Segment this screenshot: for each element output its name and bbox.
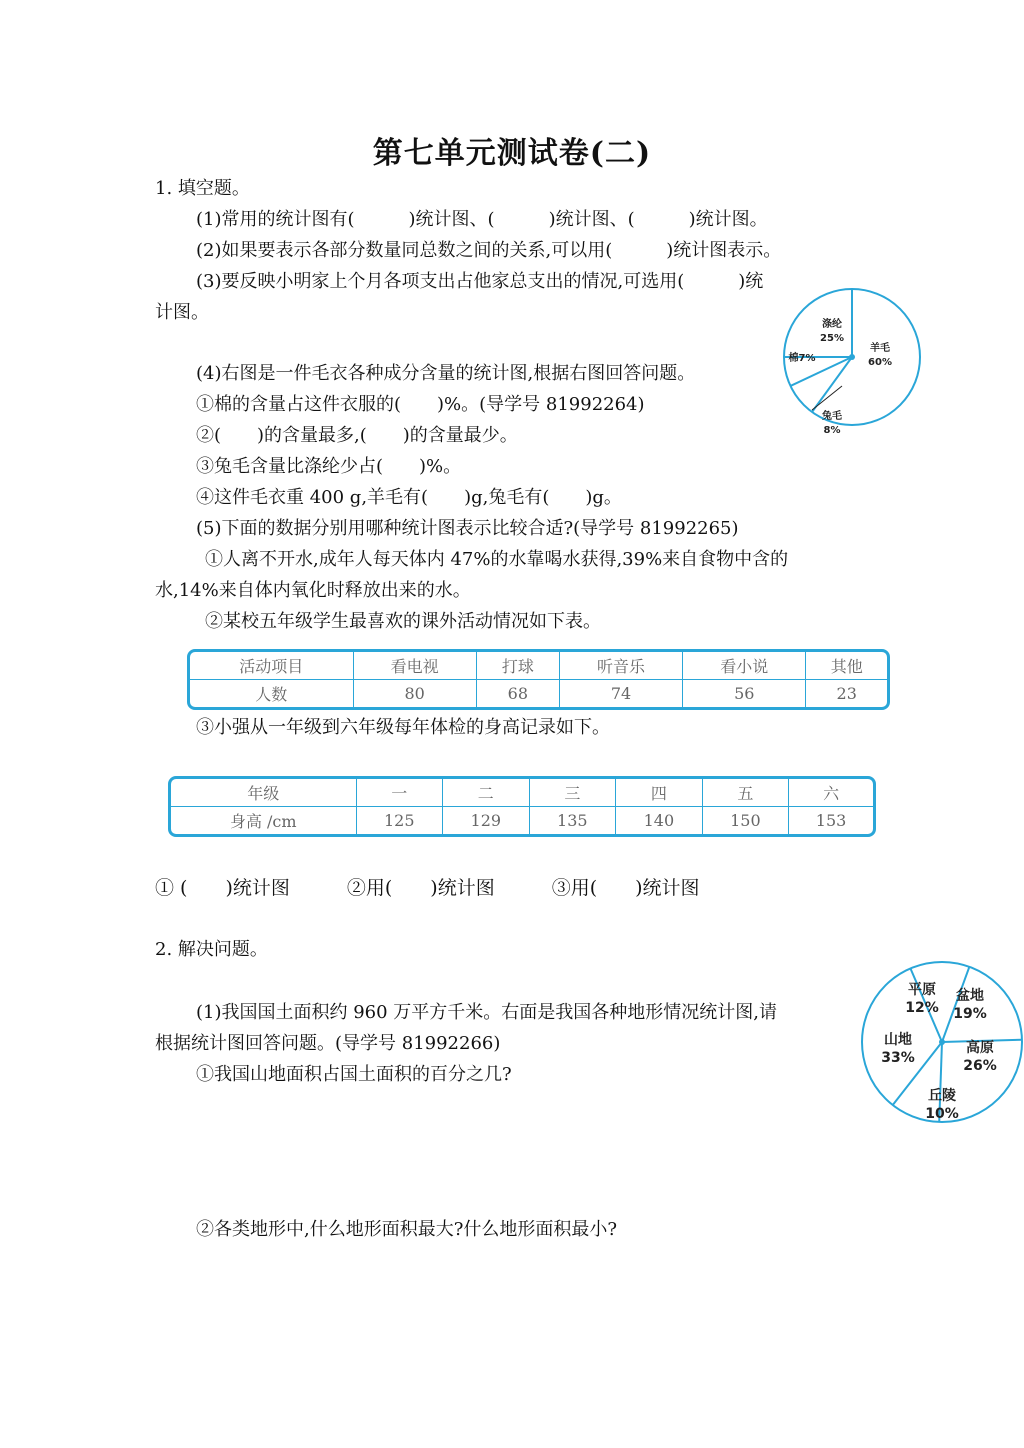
pie-slice-label: 12%: [905, 1000, 939, 1016]
question-1-5-3: ③小强从一年级到六年级每年体检的身高记录如下。: [196, 717, 610, 738]
section-2-heading: 2. 解决问题。: [155, 939, 268, 960]
table-cell: 125: [357, 807, 444, 834]
pie-slice-label: 高原: [966, 1040, 994, 1056]
pie-slice-label: 涤纶: [822, 319, 842, 330]
table-cell: 活动项目: [190, 652, 354, 680]
sweater-pie-chart: [760, 288, 940, 448]
pie-slice-label: 盆地: [956, 988, 984, 1004]
pie-slice-label: 8%: [823, 425, 841, 436]
question-1-1: (1)常用的统计图有( )统计图、( )统计图、( )统计图。: [196, 209, 768, 230]
terrain-pie-chart: [856, 955, 1024, 1130]
table-cell: 一: [357, 779, 444, 807]
table-cell: 身高 /cm: [171, 807, 357, 834]
pie-slice-label: 平原: [908, 982, 936, 998]
table-cell: 六: [789, 779, 873, 807]
table-row: [190, 680, 887, 707]
table-cell: 140: [616, 807, 703, 834]
table-cell: 135: [530, 807, 617, 834]
pie-slice-label: 60%: [868, 357, 892, 368]
table-cell: 23: [836, 684, 857, 703]
table-cell: 74: [560, 680, 683, 707]
question-1-2: (2)如果要表示各部分数量同总数之间的关系,可以用( )统计图表示。: [196, 240, 782, 261]
pie-slice-label: 兔毛: [822, 411, 842, 422]
table-row: [190, 652, 887, 680]
table-row: [171, 807, 873, 834]
pie-slice-label: 羊毛: [870, 343, 890, 354]
pie-slice-label: 10%: [925, 1106, 959, 1122]
table-cell: 80: [354, 680, 477, 707]
question-1-4-2: ②( )的含量最多,( )的含量最少。: [196, 425, 518, 446]
table-cell: 150: [703, 807, 790, 834]
question-1-3-line1: (3)要反映小明家上个月各项支出占他家总支出的情况,可选用( )统: [196, 271, 764, 292]
question-1-5: (5)下面的数据分别用哪种统计图表示比较合适?(导学号 81992265): [196, 518, 739, 539]
question-1-4-3: ③兔毛含量比涤纶少占( )%。: [196, 456, 462, 477]
table-cell: 68: [477, 680, 560, 707]
question-2-1-line2: 根据统计图回答问题。(导学号 81992266): [155, 1033, 501, 1054]
question-2-1-2: ②各类地形中,什么地形面积最大?什么地形面积最小?: [196, 1219, 618, 1240]
question-1-4-4: ④这件毛衣重 400 g,羊毛有( )g,兔毛有( )g。: [196, 487, 622, 508]
table-cell: 五: [703, 779, 790, 807]
table-cell: 打球: [477, 652, 560, 680]
table-cell: 其他: [806, 652, 887, 680]
pie-center: [939, 1039, 945, 1045]
section-1-heading: 1. 填空题。: [155, 178, 250, 199]
pie-slice-label: 棉7%: [788, 353, 816, 364]
table-cell: 看电视: [354, 652, 477, 680]
table-cell: 153: [815, 811, 847, 830]
pie-slice-label: 丘陵: [928, 1088, 956, 1104]
table-cell: 二: [443, 779, 530, 807]
pie-slice-label: 山地: [884, 1032, 912, 1048]
question-1-4: (4)右图是一件毛衣各种成分含量的统计图,根据右图回答问题。: [196, 363, 696, 384]
question-1-5-2: ②某校五年级学生最喜欢的课外活动情况如下表。: [205, 611, 601, 632]
table-cell: 四: [616, 779, 703, 807]
page-title: 第七单元测试卷(二): [372, 136, 652, 171]
question-1-3-line2: 计图。: [155, 302, 209, 323]
pie-slice-label: 33%: [881, 1050, 915, 1066]
table-cell: 人数: [190, 680, 354, 707]
question-2-1-1: ①我国山地面积占国土面积的百分之几?: [196, 1064, 512, 1085]
question-1-5-1-line2: 水,14%来自体内氧化时释放出来的水。: [155, 580, 471, 601]
height-table: [168, 776, 876, 837]
activity-table: [187, 649, 890, 710]
pie-center: [849, 354, 855, 360]
table-cell: 三: [530, 779, 617, 807]
answer-blanks-row: ① ( )统计图 ②用( )统计图 ③用( )统计图: [155, 877, 700, 899]
question-1-4-1: ①棉的含量占这件衣服的( )%。(导学号 81992264): [196, 394, 645, 415]
pie-slice-label: 25%: [820, 333, 844, 344]
table-cell: 56: [683, 680, 806, 707]
table-cell: 129: [443, 807, 530, 834]
pie-slice-label: 19%: [953, 1006, 987, 1022]
pie-slice-label: 26%: [963, 1058, 997, 1074]
table-cell: 年级: [171, 779, 357, 807]
table-cell: 看小说: [683, 652, 806, 680]
table-row: [171, 779, 873, 807]
question-2-1-line1: (1)我国国土面积约 960 万平方千米。右面是我国各种地形情况统计图,请: [196, 1002, 778, 1023]
table-cell: 听音乐: [560, 652, 683, 680]
question-1-5-1-line1: ①人离不开水,成年人每天体内 47%的水靠喝水获得,39%来自食物中含的: [205, 549, 789, 570]
